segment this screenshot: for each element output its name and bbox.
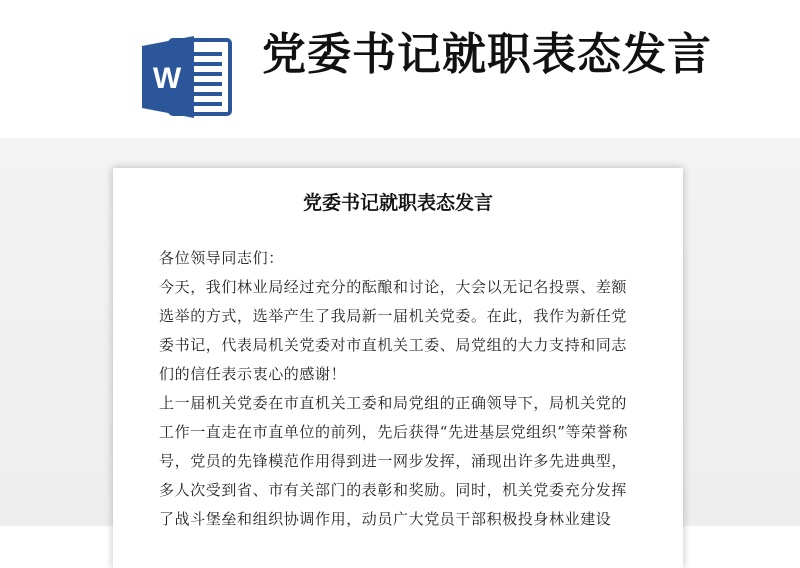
paragraph-1: 今天，我们林业局经过充分的酝酿和讨论，大会以无记名投票、差额选举的方式，选举产生了我局新一届机关党委。在此，我作为新任党委书记，代表局机关党委对市直机关工委、局党组的大力支持和同志们的信任表示衷心的感谢！ [159,278,628,383]
banner-title: 党委书记就职表态发言 [262,29,712,80]
paragraph-2: 上一届机关党委在市直机关工委和局党组的正确领导下，局机关党的工作一直走在市直单位的前列，先后获得“先进基层党组织”等荣誉称号，党员的先锋模范作用得到进一网步发挥，涌现出许多先进典型，多人次受到省、市有关部门的表彰和奖励。同时，机关党委充分发挥了战斗堡垒和组织协调作用，动员广大党员干部积极投身林业建设 [159,394,628,528]
document-title: 党委书记就职表态发言 [302,192,493,214]
word-icon-letter: W [152,62,182,95]
salutation: 各位领导同志们： [159,249,284,267]
header-banner [0,0,800,138]
document-body [159,244,637,534]
document-page [113,168,683,568]
word-document-icon [140,34,234,120]
